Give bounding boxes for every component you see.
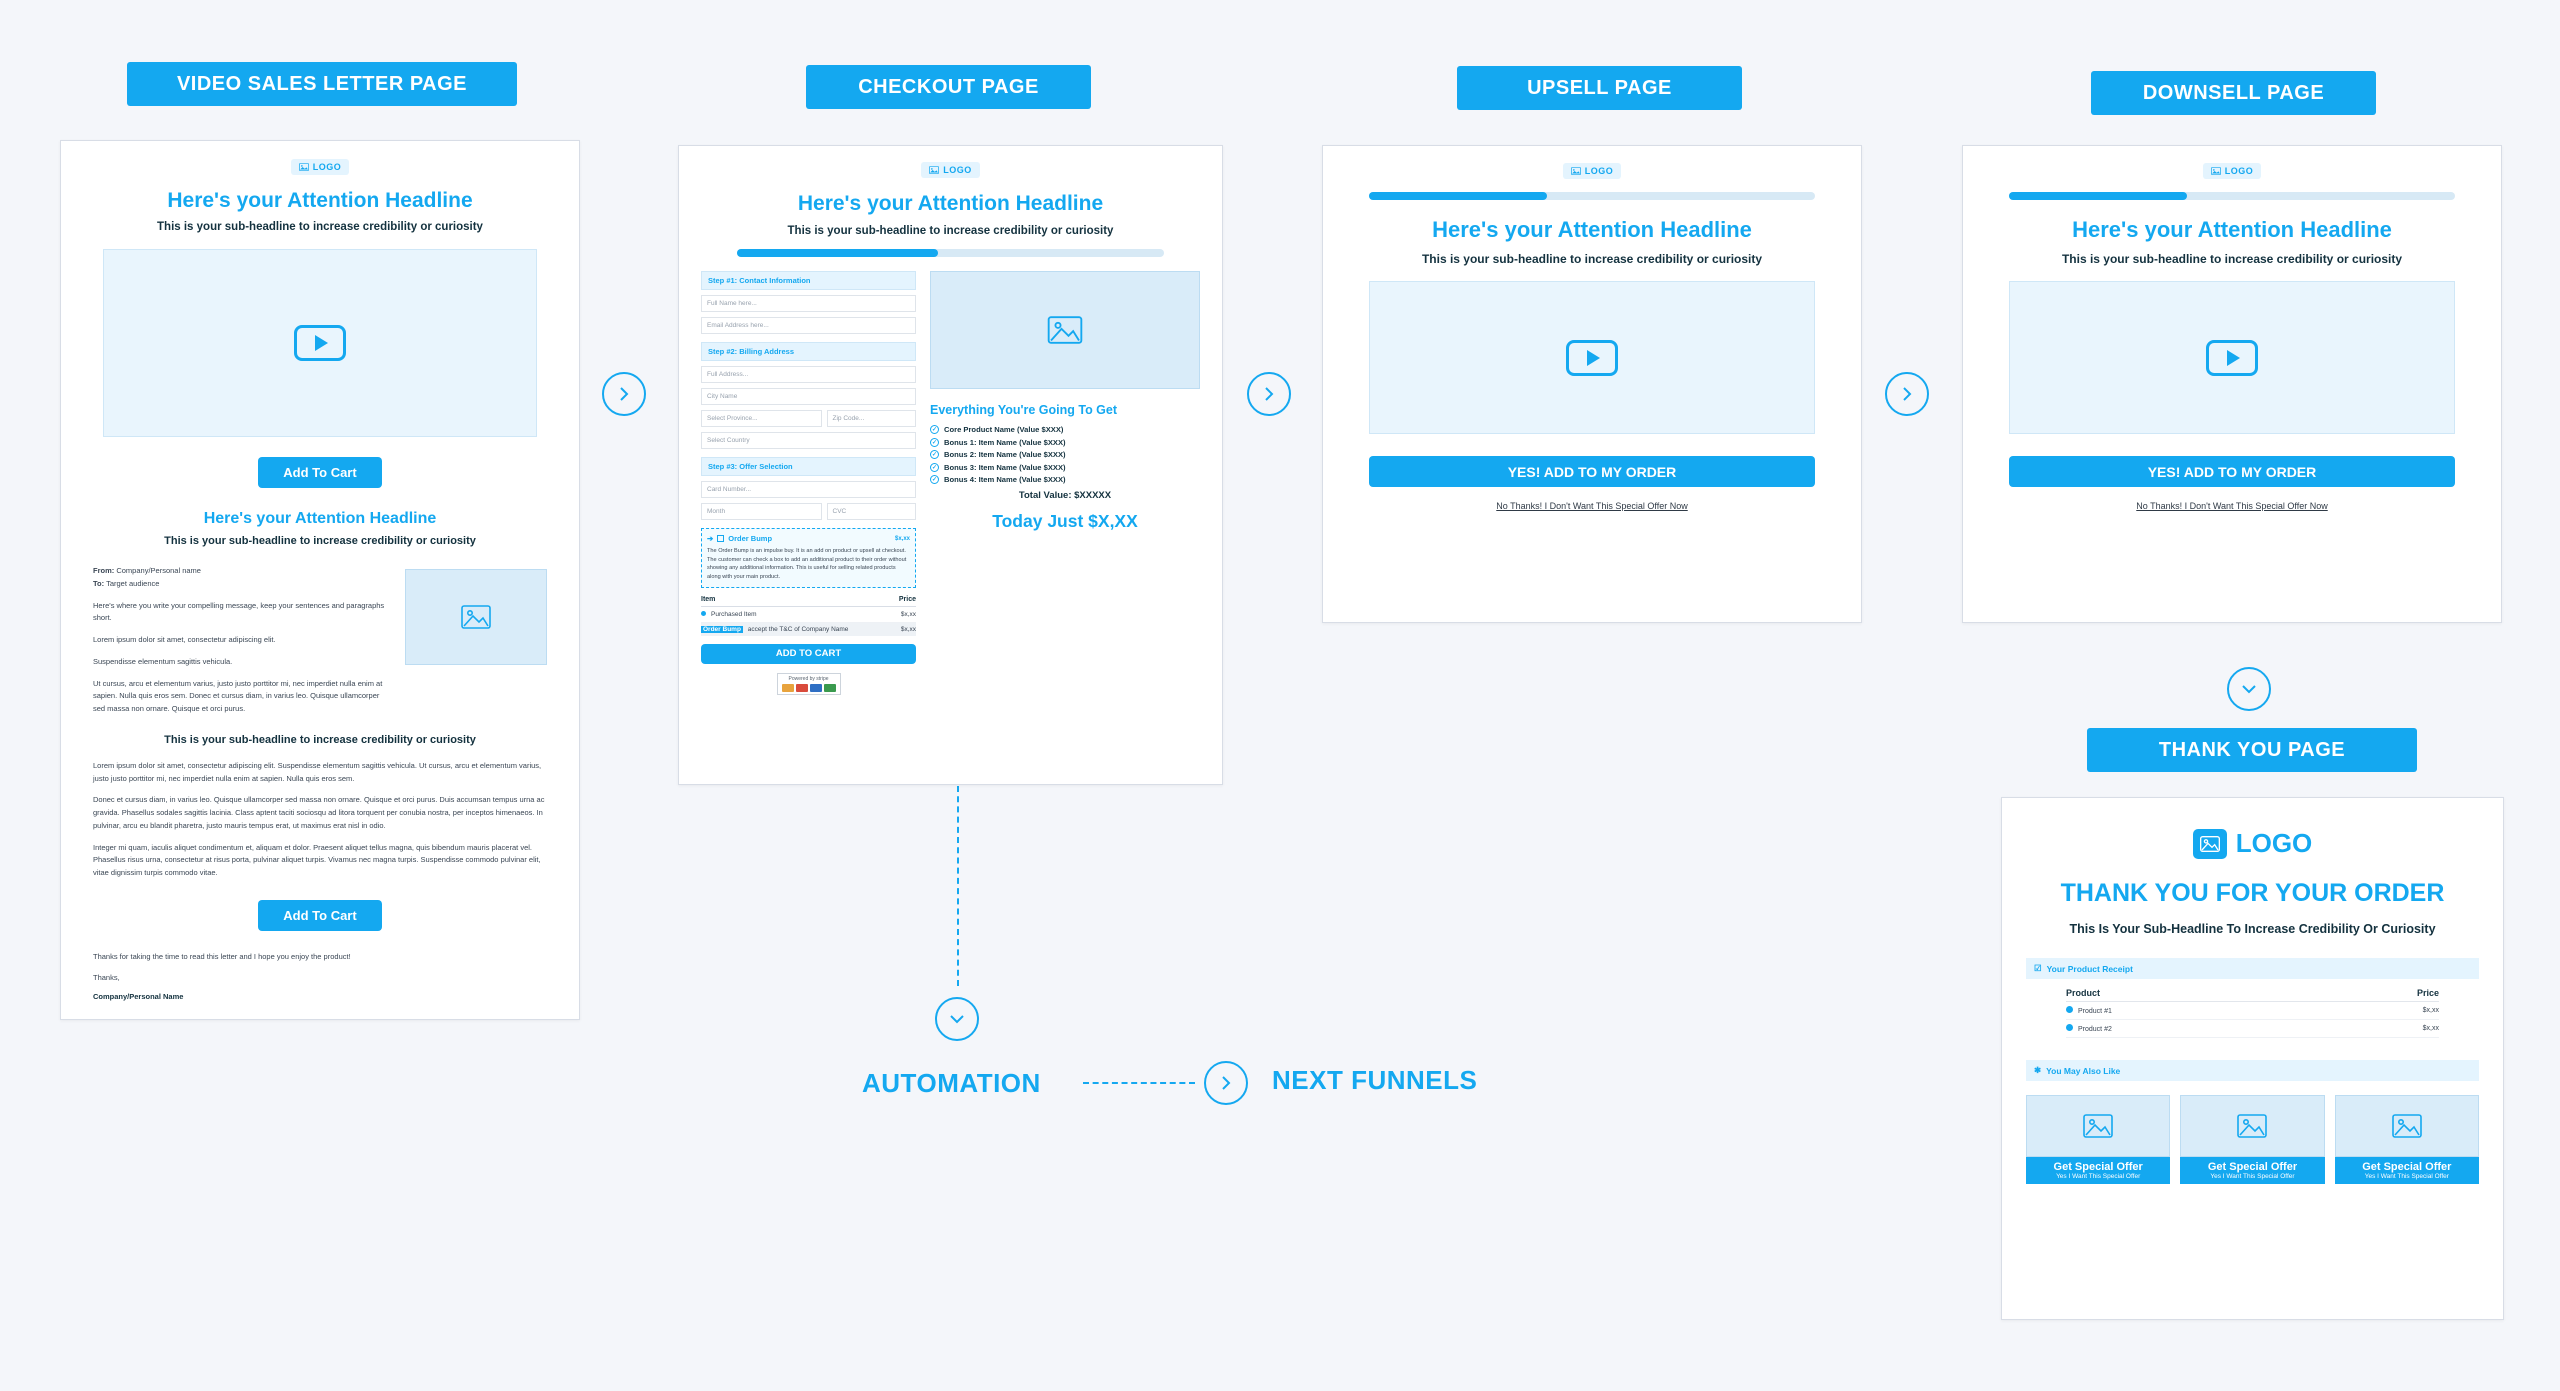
order-bump-price: $x,xx [894,535,910,542]
vsl-add-to-cart-top[interactable]: Add To Cart [258,457,382,488]
summary-header-price: Price [898,595,916,603]
check-icon: ✓ [931,427,938,433]
downsell-logo [2203,163,2262,179]
thankyou-headline: THANK YOU FOR YOUR ORDER [2060,879,2445,907]
offer-card[interactable] [2335,1095,2479,1184]
offer-item: ✓ Core Product Name (Value $XXX) [931,425,1064,434]
dash-automation-to-next [1083,1082,1195,1084]
offer-image-placeholder [2335,1095,2479,1157]
vsl-letter-p2: Suspendisse elementum sagittis vehicula. [93,656,233,666]
summary-row-bump: Order Bump accept the T&C of Company Name $x,xx [701,623,916,636]
credit-card-icons [782,684,836,692]
offer-cards [2026,1095,2479,1184]
order-bump-header: ➔ Order Bump [707,534,773,543]
downsell-subheadline: This is your sub-headline to increase credibility or curiosity [2061,252,2403,266]
image-icon [2083,1114,2113,1138]
checkout-fullname-input[interactable]: Full Name here... [701,295,916,312]
receipt-table [2066,985,2439,1038]
checkout-progress-track [737,249,1164,257]
checkout-step3-title: Step #3: Offer Selection [701,457,916,476]
label-automation: AUTOMATION [862,1068,1041,1098]
star-icon: ✱ [2034,1065,2042,1075]
vsl-add-to-cart-bottom[interactable]: Add To Cart [258,900,382,931]
thankyou-logo-label: LOGO [2235,828,2313,858]
dash-checkout-down [957,786,959,986]
image-icon [461,605,491,629]
thankyou-logo [2002,798,2503,859]
checkout-image-placeholder [930,271,1200,389]
receipt-header-price: Price [2318,985,2439,1002]
image-icon [2237,1114,2267,1138]
arrow-automation-to-next [1204,1061,1248,1105]
downsell-accept-button[interactable]: YES! ADD TO MY ORDER [2009,456,2455,487]
vsl-body-2: Donec et cursus diam, in varius leo. Quisque ullamcorper sed massa non ornare. Quisque et orci purus. Duis accumsan tempus urna ac gravida. Phasellus sodales sagittis lacinia. Class aptent taciti sociosqu ad litora torquent per conubia nostra, per inceptos himenaeos. In pulvinar, arcu eu blandit pharetra, justo mauris tempus erat, ut maximus erat nisl in odio. [93,795,545,830]
checkout-summary-table [701,596,916,636]
offer-button[interactable]: Get Special Offer Yes I Want This Special Offer [2335,1157,2479,1184]
label-next-funnels: NEXT FUNNELS [1272,1065,1478,1095]
offer-image-placeholder [2180,1095,2324,1157]
thankyou-page-card [2001,797,2504,1320]
downsell-logo-label: LOGO [2224,166,2254,176]
arrow-vsl-to-checkout [602,372,646,416]
upsell-accept-button[interactable]: YES! ADD TO MY ORDER [1369,456,1815,487]
arrow-checkout-down [935,997,979,1041]
upsell-logo [1563,163,1622,179]
vsl-closing-1: Thanks for taking the time to read this letter and I hope you enjoy the product! [93,951,351,961]
arrow-downsell-to-thankyou [2227,667,2271,711]
vsl-closing-3: Company/Personal Name [93,992,184,1002]
check-icon: ✓ [931,452,938,458]
checkout-card-number-input[interactable]: Card Number... [701,481,916,498]
tag-vsl [127,62,517,106]
image-icon [2392,1114,2422,1138]
vsl-image-placeholder [405,569,547,665]
offer-items-list [930,425,1200,484]
vsl-letter-p3: Ut cursus, arcu et elementum varius, justo justo porttitor mi, nec imperdiet nulla enim at sapien. Nulla quis eros sem. Donec et cursus diam, in varius leo. Quisque ullamcorper sed massa non ornare. Quisque et orci purus. [93,678,383,713]
checkout-offer-column [930,271,1200,695]
offer-card[interactable] [2180,1095,2324,1184]
may-also-like-header: ✱ You May Also Like [2026,1060,2479,1081]
arrow-checkout-to-upsell [1247,372,1291,416]
offer-total-value: Total Value: $XXXXX [1018,490,1112,501]
checkout-card-month-input[interactable]: Month [701,503,822,520]
receipt-header-product: Product [2066,985,2318,1002]
check-icon: ✓ [931,477,938,483]
checkout-country-select[interactable]: Select Country [701,432,916,449]
checkout-state-select[interactable]: Select Province... [701,410,822,427]
thankyou-subheadline: This Is Your Sub-Headline To Increase Credibility Or Curiosity [2069,922,2436,936]
receipt-section-header: ☑ Your Product Receipt [2026,958,2479,979]
play-icon[interactable] [1566,340,1618,376]
bullet-icon [2066,1006,2073,1013]
stripe-badge: Powered by stripe [777,673,841,695]
vsl-headline-2: Here's your Attention Headline [203,510,437,527]
upsell-video-placeholder[interactable] [1369,281,1815,434]
order-bump-checkbox[interactable] [717,535,724,542]
vsl-subheadline: This is your sub-headline to increase credibility or curiosity [157,221,483,233]
checkout-order-bump[interactable] [701,528,916,588]
play-icon[interactable] [294,325,346,361]
table-row: Product #2 $x,xx [2066,1020,2439,1038]
arrow-right-icon: ➔ [707,534,714,543]
upsell-headline: Here's your Attention Headline [1432,217,1752,242]
tag-upsell [1457,66,1742,110]
vsl-page-card [60,140,580,1020]
checkout-form [701,271,916,695]
vsl-logo [291,159,350,175]
vsl-subheadline-3: This is your sub-headline to increase credibility or curiosity [164,733,476,746]
vsl-letter-to: To: Target audience [93,578,160,588]
checkout-subheadline: This is your sub-headline to increase credibility or curiosity [787,225,1114,237]
checkout-progress-fill [737,249,938,257]
checkout-card-cvc-input[interactable]: CVC [827,503,917,520]
upsell-logo-label: LOGO [1584,166,1614,176]
offer-button[interactable]: Get Special Offer Yes I Want This Special Offer [2026,1157,2170,1184]
play-icon[interactable] [2206,340,2258,376]
vsl-body-1: Lorem ipsum dolor sit amet, consectetur adipiscing elit. Suspendisse elementum sagittis vehicula. Ut cursus, arcu et elementum varius, justo justo porttitor mi, nec imperdiet nulla enim at sapien. Nulla quis eros sem. [93,760,542,783]
offer-item: ✓ Bonus 4: Item Name (Value $XXX) [931,475,1066,484]
downsell-page-card [1962,145,2502,623]
offer-item: ✓ Bonus 3: Item Name (Value $XXX) [931,462,1066,472]
tag-downsell-label: DOWNSELL PAGE [2142,81,2325,104]
vsl-video-placeholder[interactable] [103,249,537,437]
offer-list-title: Everything You're Going To Get [930,403,1118,417]
upsell-page-card [1322,145,1862,623]
table-row: Product #1 $x,xx [2066,1002,2439,1020]
checkout-step1-title: Step #1: Contact Information [701,271,916,290]
tag-upsell-label: UPSELL PAGE [1527,76,1672,99]
checkout-page-card [678,145,1223,785]
checkout-step2-title: Step #2: Billing Address [701,342,916,361]
offer-card[interactable] [2026,1095,2170,1184]
checkout-address-input[interactable]: Full Address... [701,366,916,383]
vsl-subheadline-2: This is your sub-headline to increase credibility or curiosity [164,535,476,547]
vsl-letter-p1: Lorem ipsum dolor sit amet, consectetur adipiscing elit. [93,635,276,644]
tag-checkout-label: CHECKOUT PAGE [858,75,1039,98]
vsl-closing-2: Thanks, [93,972,120,982]
image-icon [1047,316,1083,344]
vsl-body-3: Integer mi quam, iaculis aliquet condimentum et, aliquam et dolor. Praesent aliquet tellus magna, quis bibendum mauris placerat vel. Phasellus risus urna, consectetur at risus porta, pulvinar aliquet turpis. Vivamus nec magna turpis. Suspendisse commodo pulvinar elit, vitae dignissim turpis commodo vitae. [93,842,541,877]
offer-image-placeholder [2026,1095,2170,1157]
check-icon: ✓ [931,439,938,446]
receipt-icon: ☑ [2034,963,2042,973]
offer-button[interactable]: Get Special Offer Yes I Want This Special Offer [2180,1157,2324,1184]
tag-vsl-label: VIDEO SALES LETTER PAGE [176,72,468,95]
downsell-headline: Here's your Attention Headline [2072,217,2392,242]
upsell-subheadline: This is your sub-headline to increase credibility or curiosity [1421,252,1763,266]
checkout-city-input[interactable]: City Name [701,388,916,405]
upsell-progress-track [1369,192,1815,200]
tag-checkout [806,65,1091,109]
checkout-add-to-cart-button[interactable]: ADD TO CART [701,644,916,664]
upsell-decline-link[interactable]: No Thanks! I Don't Want This Special Offer Now [1496,501,1688,511]
offer-item: ✓ Bonus 1: Item Name (Value $XXX) [931,437,1066,447]
downsell-decline-link[interactable]: No Thanks! I Don't Want This Special Offer Now [2136,501,2328,511]
vsl-letter-intro: Here's where you write your compelling message, keep your sentences and paragraphs short. [93,600,385,623]
downsell-video-placeholder[interactable] [2009,281,2455,434]
tag-thankyou-label: THANK YOU PAGE [2158,738,2346,761]
checkout-headline: Here's your Attention Headline [797,192,1104,215]
check-icon: ✓ [931,464,938,471]
arrow-upsell-to-downsell [1885,372,1929,416]
offer-item: ✓ Bonus 2: Item Name (Value $XXX) [931,450,1066,459]
vsl-letter-from: From: Company/Personal name [93,566,201,575]
tag-downsell [2091,71,2376,115]
offer-today-price: Today Just $X,XX [992,511,1138,531]
checkout-email-input[interactable]: Email Address here... [701,317,916,334]
summary-header-item: Item [701,595,716,603]
vsl-logo-label: LOGO [312,162,342,172]
summary-row: Purchased Item $x,xx [701,607,916,623]
downsell-progress-fill [2009,192,2187,200]
order-bump-description: The Order Bump is an impulse buy. It is an add on product or upsell at checkout. The customer can check a box to add an additional product to their order without showing any additional information. This is useful for selling related products along with your main product. [707,548,907,580]
bullet-icon [2066,1024,2073,1031]
downsell-progress-track [2009,192,2455,200]
tag-thankyou [2087,728,2417,772]
checkout-logo [921,162,980,178]
vsl-headline: Here's your Attention Headline [167,189,473,212]
image-icon [2193,829,2227,859]
checkout-logo-label: LOGO [943,165,972,175]
upsell-progress-fill [1369,192,1547,200]
checkout-zip-input[interactable]: Zip Code... [827,410,917,427]
